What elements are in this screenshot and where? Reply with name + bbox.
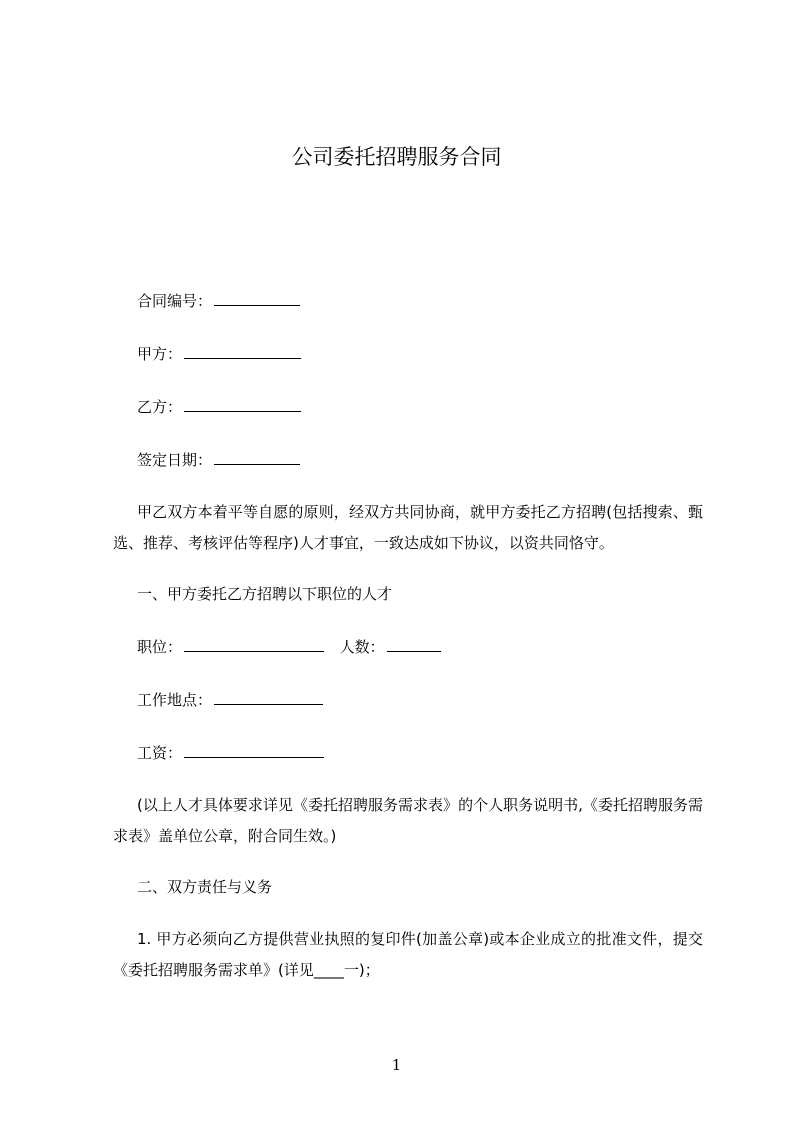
party-a-label: 甲方：: [137, 345, 183, 363]
party-b-blank: [184, 397, 301, 412]
clause-1-paragraph: 1. 甲方必须向乙方提供营业执照的复印件(加盖公章)或本企业成立的批准文件，提交《委托招聘服务需求单》(详见____一)；: [113, 930, 703, 979]
page-number: 1: [391, 1056, 402, 1074]
position-label: 职位：: [137, 638, 183, 656]
sign-date-line: [137, 450, 300, 470]
salary-blank: [184, 743, 324, 758]
contract-number-line: [137, 291, 300, 311]
party-a-line: [137, 344, 301, 364]
contract-number-label: 合同编号：: [137, 292, 213, 310]
document-title: 公司委托招聘服务合同: [291, 145, 502, 169]
party-a-blank: [184, 344, 301, 359]
work-location-line: [137, 690, 323, 710]
contract-number-blank: [214, 291, 300, 306]
salary-label: 工资：: [137, 744, 183, 762]
party-b-line: [137, 397, 301, 417]
section-2-heading: 二、双方责任与义务: [137, 878, 273, 896]
sign-date-label: 签定日期：: [137, 451, 213, 469]
sign-date-blank: [214, 450, 300, 465]
intro-paragraph: 甲乙双方本着平等自愿的原则，经双方共同协商，就甲方委托乙方招聘(包括搜索、甄选、推荐、考核评估等程序)人才事宜，一致达成如下协议，以资共同恪守。: [113, 503, 703, 552]
position-blank: [184, 637, 324, 652]
position-line: [137, 637, 441, 657]
section-1-heading: 一、甲方委托乙方招聘以下职位的人才: [137, 585, 393, 603]
headcount-blank: [387, 637, 441, 652]
salary-line: [137, 743, 324, 763]
headcount-label: 人数：: [339, 638, 385, 656]
party-b-label: 乙方：: [137, 398, 183, 416]
note-paragraph: (以上人才具体要求详见《委托招聘服务需求表》的个人职务说明书,《委托招聘服务需求表》盖单位公章，附合同生效。): [113, 796, 703, 845]
work-location-blank: [214, 690, 323, 705]
work-location-label: 工作地点：: [137, 691, 213, 709]
